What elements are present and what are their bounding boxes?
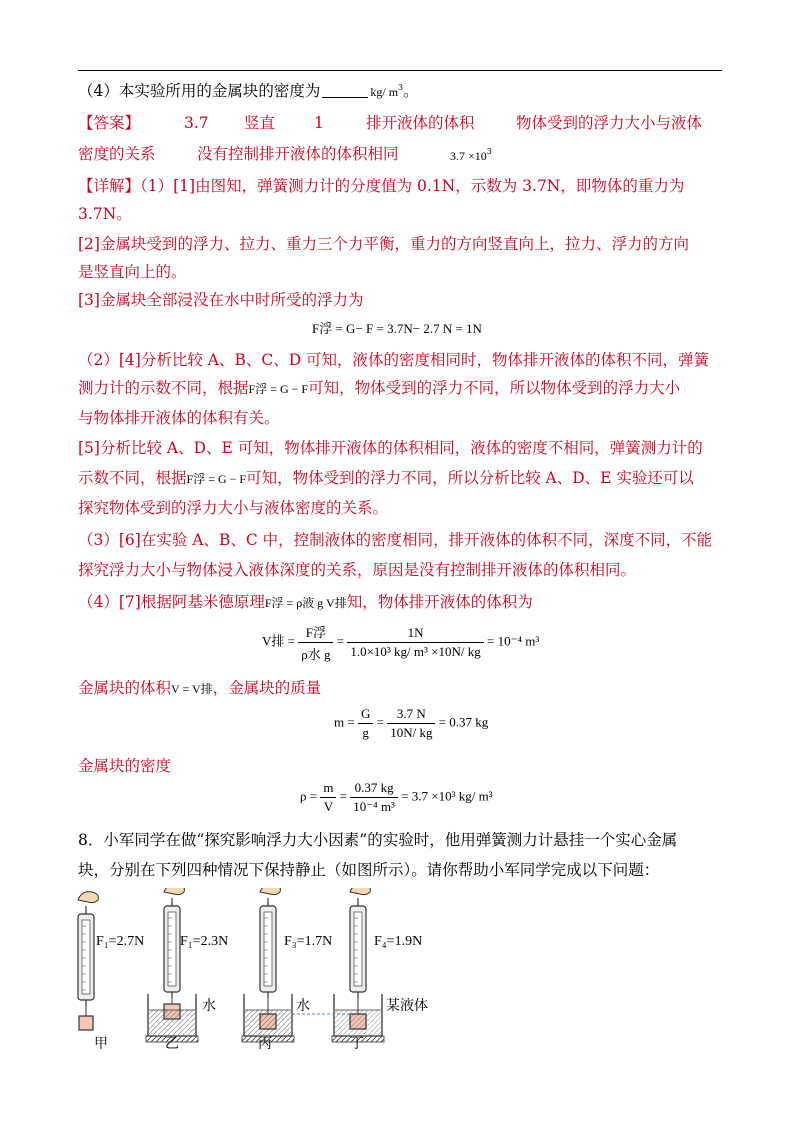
- answer-tag: 【答案】: [78, 114, 141, 132]
- detail-line-8: [78, 408, 280, 428]
- detail-p2a: [2]金属块受到的浮力、拉力、重力三个力平衡，重力的方向竖直向上，拉力、浮力的方向: [78, 235, 689, 253]
- liquid-label: 某液体: [386, 998, 428, 1014]
- eq3-frac-2: [387, 706, 435, 741]
- question-4-text: （4）本实验所用的金属块的密度为: [78, 82, 321, 100]
- eq4-den2: 10⁻⁴ m³: [353, 799, 395, 814]
- detail-p1b: 3.7N。: [78, 205, 132, 223]
- answer-1: 3.7: [184, 114, 209, 132]
- caption-yi: 乙: [165, 1036, 179, 1052]
- detail-line-15: [78, 678, 321, 699]
- scale-yi: [146, 888, 198, 1042]
- detail-p8b: ，金属块的质量: [212, 679, 322, 697]
- detail-tag: 【详解】: [78, 177, 141, 195]
- eq2-num: F浮: [298, 622, 333, 643]
- eq3-num: G: [358, 706, 373, 724]
- force-label-1: F₁=2.7N: [96, 934, 145, 949]
- answer-7-sup: 3: [486, 147, 492, 156]
- detail-p4a: （2）[4]分析比较 A、B、C、D 可知，液体的密度相同时，物体排开液体的体积不同，弹簧: [78, 351, 710, 369]
- eq3-num2: 3.7 N: [387, 706, 435, 724]
- eq4-result: = 3.7 ×10³ kg/ m³: [401, 788, 493, 804]
- detail-p5c: 探究物体受到的浮力大小与液体密度的关系。: [78, 499, 389, 517]
- water-label-2: 水: [296, 998, 310, 1014]
- caption-jia: 甲: [94, 1036, 108, 1052]
- eq3-frac-1: [358, 706, 373, 741]
- detail-p5b2: 可知，物体受到的浮力不同，所以分析比较 A、D、E 实验还可以: [246, 469, 694, 487]
- question-8-line-1: [78, 830, 677, 850]
- answer-blank: [322, 83, 368, 98]
- eq2-frac-2: [347, 625, 483, 660]
- question-4-unit-sup: 3: [398, 83, 404, 92]
- eq3-lhs: m =: [334, 714, 355, 730]
- detail-p5b1: 示数不同，根据: [78, 469, 187, 487]
- answer-3: 1: [314, 114, 324, 132]
- detail-line-6: [78, 350, 709, 370]
- detail-line-12: [78, 530, 712, 550]
- caption-bing: 丙: [258, 1036, 272, 1052]
- equation-mass: m = $\frac{G}{g}$ = $\frac{3.7 N}{10N/ kg}$ = 0.37 kg: [334, 706, 489, 740]
- detail-p9: 金属块的密度: [78, 757, 172, 775]
- force-label-3: F₃=1.7N: [284, 934, 333, 949]
- detail-line-16: [78, 756, 171, 776]
- answer-6: 没有控制排开液体的体积相同: [197, 145, 399, 163]
- eq2-lhs: V排 =: [262, 633, 295, 649]
- detail-p2b: 是竖直向上的。: [78, 263, 187, 281]
- detail-line-3: [78, 234, 689, 254]
- answer-5b: 密度的关系: [78, 145, 156, 163]
- equation-volume: V排 = $\frac{\text{F浮}}{\text{ρ水 g}}$ = $\frac{1N}{\text{1.0×10³ kg/ m³ ×10N/ kg}}$ = 10⁻⁴ m³: [262, 622, 539, 663]
- scale-bing: [242, 888, 294, 1042]
- eq4-lhs: ρ =: [300, 788, 318, 804]
- detail-p1a: （1）[1]由图知，弹簧测力计的分度值为 0.1N，示数为 3.7N，即物体的重力为: [140, 177, 685, 195]
- caption-ding: 丁: [350, 1036, 364, 1052]
- detail-p4c: 与物体排开液体的体积有关。: [78, 409, 280, 427]
- detail-line-7: [78, 378, 680, 399]
- detail-line-4: [78, 262, 187, 282]
- detail-line-14: [78, 592, 533, 613]
- detail-p7a: （4）[7]根据阿基米德原理: [78, 593, 265, 611]
- force-label-2: F₁=2.3N: [180, 934, 229, 949]
- force-label-4: F₄=1.9N: [374, 934, 423, 949]
- eq4-frac-1: [320, 780, 336, 815]
- question-8-line-2: [78, 860, 659, 880]
- top-rule: [78, 70, 722, 71]
- detail-p6a: （3）[6]在实验 A、B、C 中，控制液体的密度相同，排开液体的体积不同，深度不同，不能: [78, 531, 713, 549]
- eq4-num2: 0.37 kg: [350, 780, 398, 798]
- eq2-den2: 1.0×10³ kg/ m³ ×10N/ kg: [350, 644, 481, 659]
- detail-line-11: [78, 498, 388, 518]
- detail-line-9: [78, 438, 703, 458]
- eq3-den: g: [362, 725, 369, 740]
- eq4-num: m: [320, 780, 336, 798]
- detail-line-10: [78, 468, 694, 489]
- eq2-den: ρ水 g: [301, 647, 331, 662]
- question-4-line: [78, 78, 419, 102]
- detail-line-2: [78, 204, 132, 224]
- detail-line-5: [78, 290, 363, 310]
- scale-jia: [78, 892, 98, 1030]
- eq2-frac-1: [298, 622, 333, 663]
- eq3-result: = 0.37 kg: [438, 714, 489, 730]
- answer-5: 物体受到的浮力大小与液体: [516, 114, 703, 132]
- detail-p4b1: 测力计的示数不同，根据: [78, 379, 249, 397]
- detail-p4b2: 可知，物体受到的浮力不同，所以物体受到的浮力大小: [308, 379, 681, 397]
- inline-formula-4: V = V排: [171, 682, 213, 696]
- answer-line-2: [78, 144, 156, 164]
- answer-7-text: 3.7 ×10: [450, 149, 487, 163]
- detail-p3: [3]金属块全部浸没在水中时所受的浮力为: [78, 291, 364, 309]
- detail-p5a: [5]分析比较 A、D、E 可知，物体排开液体的体积相同，液体的密度不相同，弹簧测力计的: [78, 439, 703, 457]
- question-8-text-1: 8．小军同学在做“探究影响浮力大小因素”的实验时，他用弹簧测力计悬挂一个实心金属: [78, 831, 678, 849]
- answer-7: [450, 142, 492, 166]
- detail-line-1: [78, 176, 684, 196]
- detail-p6b: 探究浮力大小与物体浸入液体深度的关系，原因是没有控制排开液体的体积相同。: [78, 561, 637, 579]
- question-8-text-2: 块，分别在下列四种情况下保持静止（如图所示）。请你帮助小军同学完成以下问题：: [78, 861, 660, 879]
- inline-formula-1: F浮 = G − F: [248, 382, 309, 396]
- water-label-1: 水: [202, 998, 216, 1014]
- detail-p8a: 金属块的体积: [78, 679, 172, 697]
- answer-4: 排开液体的体积: [366, 114, 475, 132]
- equation-density: ρ = $\frac{m}{V}$ = $\frac{0.37 kg}{\text{10⁻⁴ m³}}$ = 3.7 ×10³ kg/ m³: [300, 780, 493, 814]
- eq4-frac-2: [350, 780, 398, 815]
- eq3-den2: 10N/ kg: [390, 725, 433, 740]
- detail-line-13: [78, 560, 636, 580]
- detail-p7b: 知，物体排开液体的体积为: [346, 593, 533, 611]
- eq4-den: V: [323, 799, 334, 814]
- scale-ding: [332, 888, 384, 1042]
- inline-formula-2: F浮 = G − F: [186, 472, 247, 486]
- equation-buoyancy: F浮 = G− F = 3.7N− 2.7 N = 1N: [312, 321, 482, 336]
- eq2-num2: 1N: [347, 625, 483, 643]
- question-4-unit: kg/ m: [370, 85, 399, 99]
- inline-formula-3: F浮 = ρ液 g V排: [264, 596, 347, 610]
- eq2-result: = 10⁻⁴ m³: [487, 633, 540, 649]
- question-4-end: 。: [403, 82, 419, 100]
- answer-line-1: [78, 113, 140, 133]
- answer-2: 竖直: [244, 114, 276, 132]
